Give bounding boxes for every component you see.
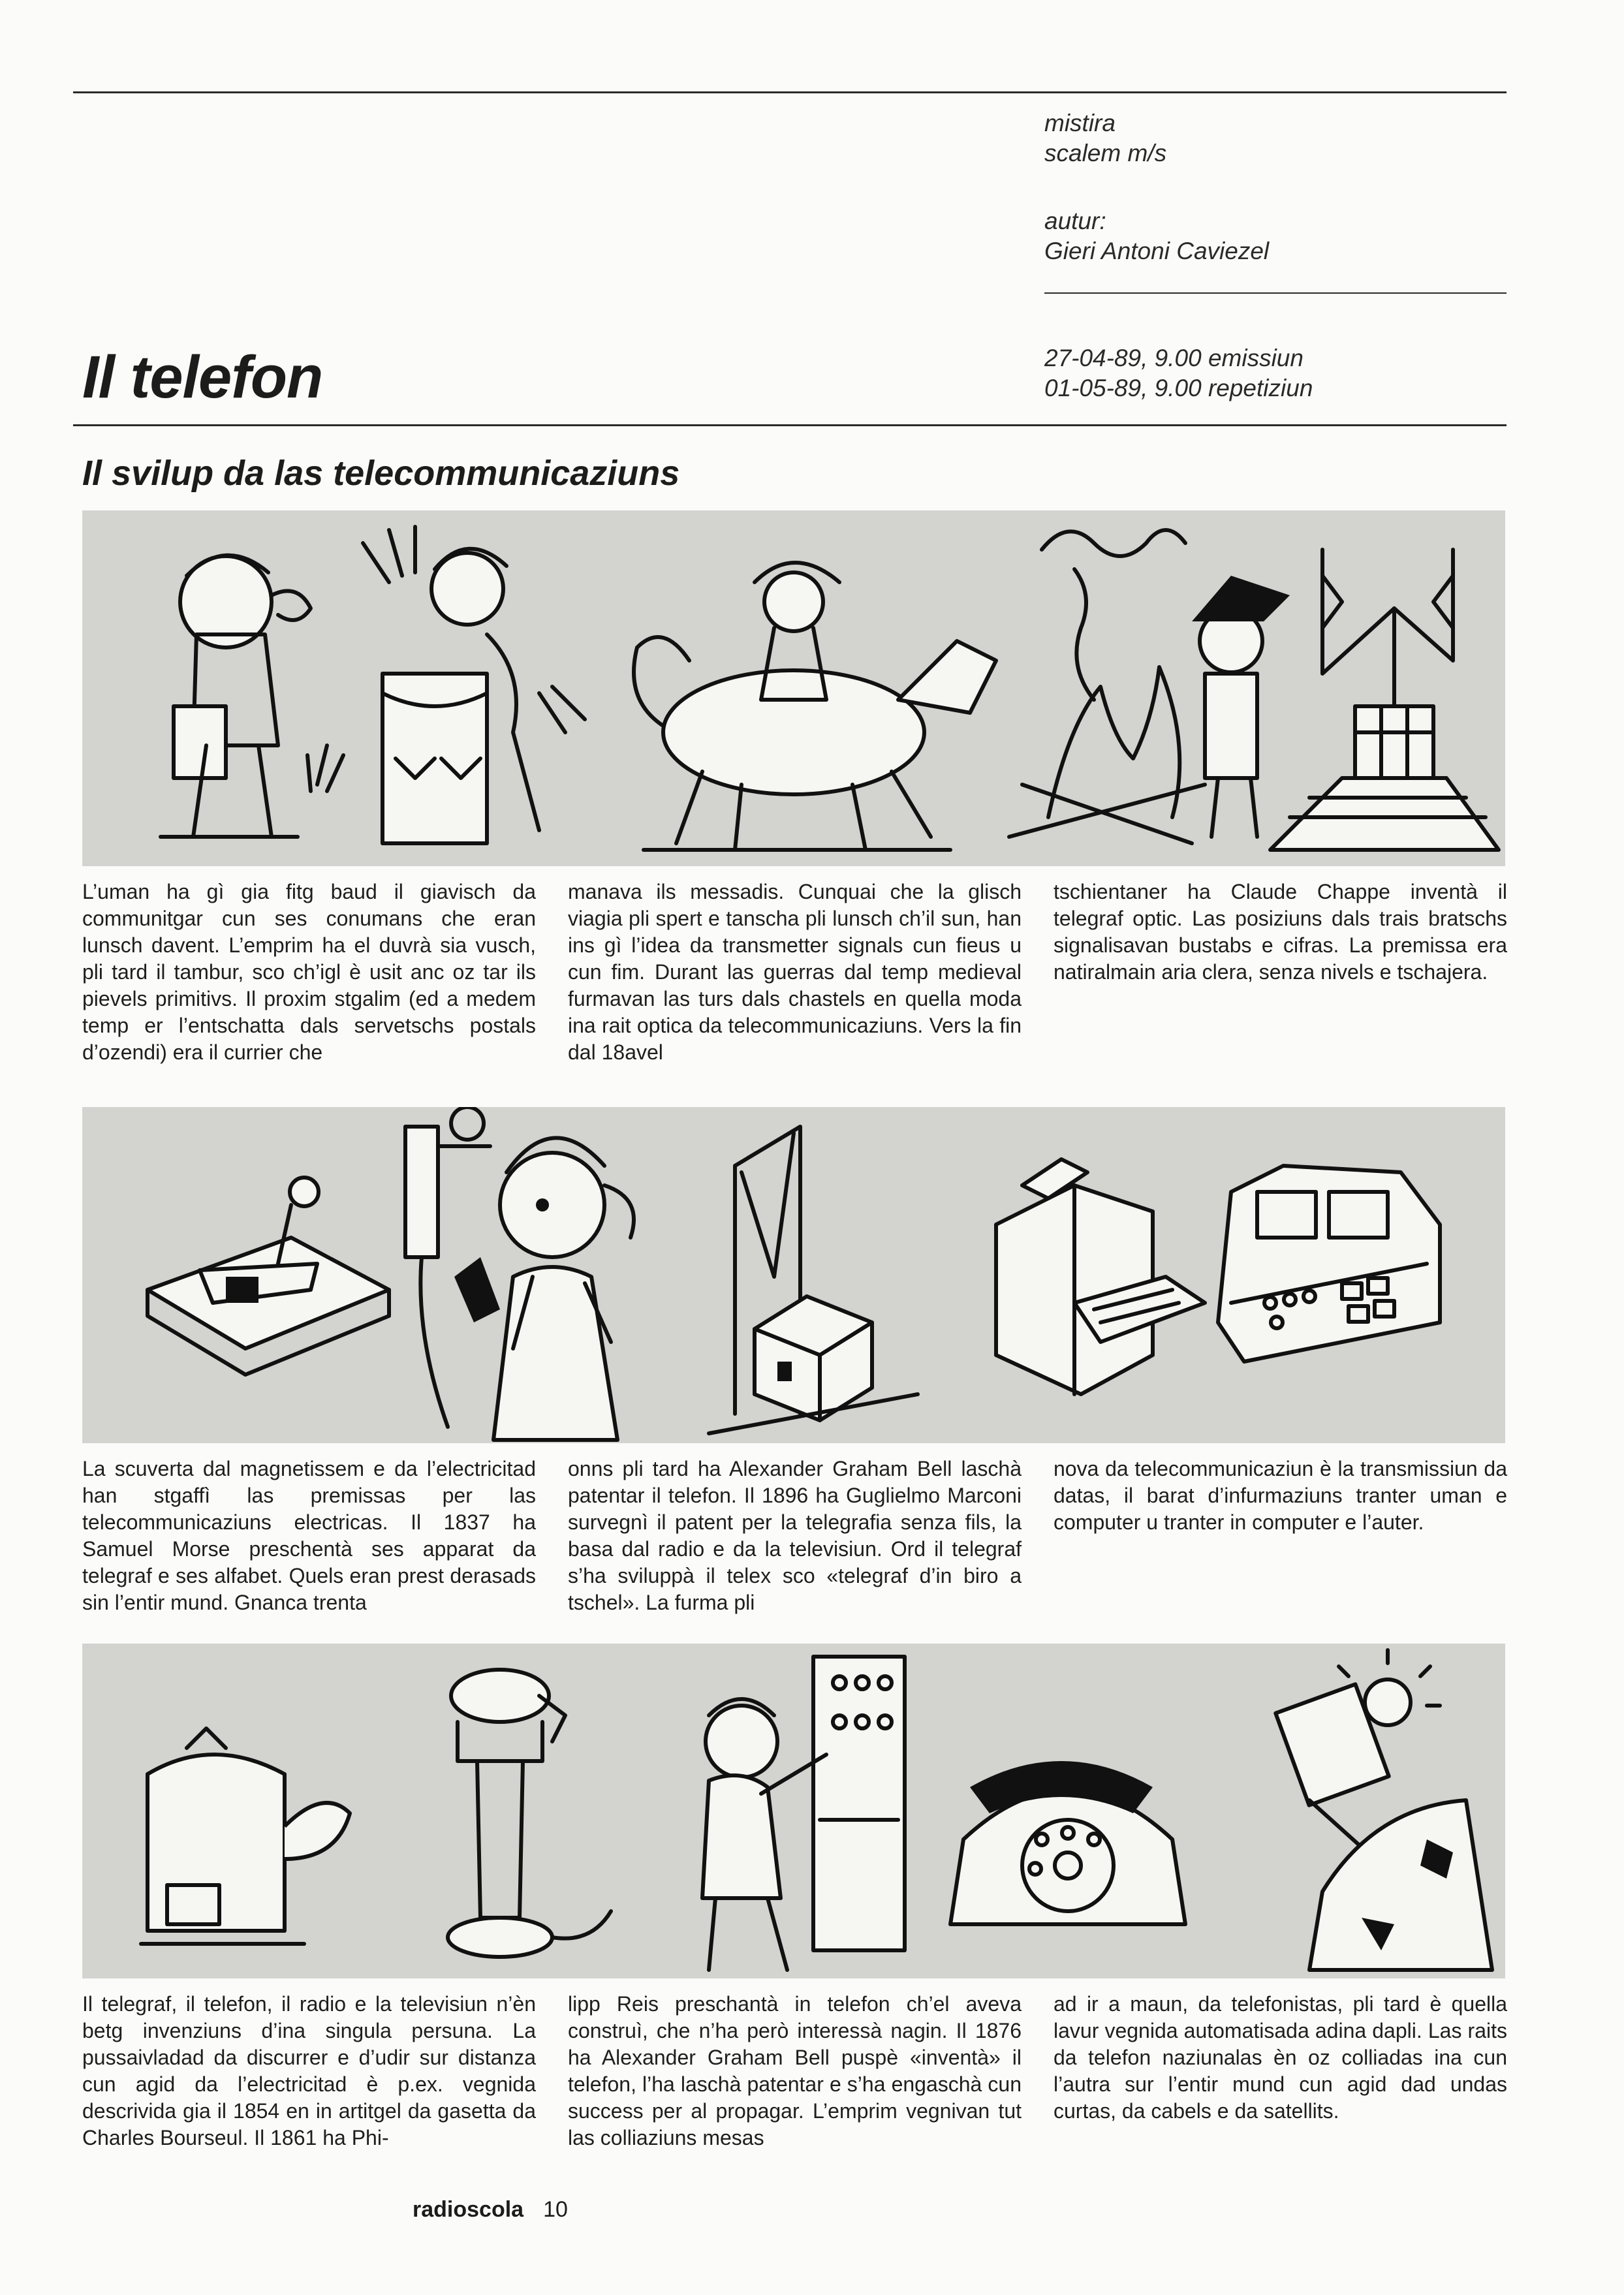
text-col-1-1: L’uman ha gì gia fitg baud il giavisch da communitgar cun ses conumans che eran lunsch davent. L’emprim ha el duvrà sia vusch, pli tard il tambur, sco ch’igl è usit anc oz tar ils pievels primitivs. Il proxim stgalim (ed a medem temp er l’entschatta dals servetschs postals d’ozendi) era il currier che bbox=[82, 880, 536, 1064]
page-footer bbox=[413, 2197, 568, 2223]
title-rule bbox=[73, 424, 1507, 426]
meta-rule bbox=[1044, 292, 1507, 294]
header-meta bbox=[1044, 108, 1269, 266]
reis-telephone-box bbox=[141, 1728, 350, 1944]
horse-messenger bbox=[634, 563, 996, 850]
broadcast-date: 27-04-89, 9.00 emissiun bbox=[1044, 345, 1304, 371]
drummer-figure bbox=[363, 527, 585, 843]
text-col-1-2: manava ils messadis. Cunquai che la glisch viagia pli spert e tanscha pli lunsch ch’il sun, han ins gì l’idea da transmetter signals cun fieus u cun fim. Durant las guerras dal temp medieval furmavan las turs dals chastels en quella moda ina rait optica da telecommunicaziuns. Vers la fin dal 18avel bbox=[568, 880, 1022, 1064]
telex-machine bbox=[996, 1159, 1205, 1394]
illustration-panel-2 bbox=[82, 1107, 1505, 1443]
rotary-telephone bbox=[950, 1761, 1185, 1924]
smoke-signal-fire bbox=[1009, 530, 1290, 843]
text-col-2-2: onns pli tard ha Alexander Graham Bell laschà patentar il telefon. Il 1896 ha Guglielmo Marconi survegnì il patent per la telegrafia senza fils, la basa dal radio e da la televisiun. Ord il telegraf s’ha sviluppà il telex sco «telegraf d’in biro a tschel». La furma pli bbox=[568, 1457, 1022, 1614]
text-col-1-3: tschientaner ha Claude Chappe inventà il telegraf optic. Las posiziuns dals trais bratschs signalisavan bustabs e cifras. La premissa era natiralmain aria clera, senza nivels e tschajera. bbox=[1054, 880, 1507, 984]
switchboard-operator bbox=[702, 1657, 905, 1970]
morse-telegraph-key bbox=[148, 1178, 389, 1375]
wall-telephone-girl bbox=[405, 1107, 634, 1440]
candlestick-telephone bbox=[448, 1670, 611, 1957]
meta-category: mistira bbox=[1044, 110, 1116, 136]
illustration-panel-1 bbox=[82, 510, 1505, 866]
man-calling-figure bbox=[161, 555, 343, 837]
page-number: 10 bbox=[543, 2197, 568, 2222]
repeat-date: 01-05-89, 9.00 repetiziun bbox=[1044, 375, 1313, 401]
top-rule bbox=[73, 91, 1507, 93]
satellite-earth bbox=[1275, 1650, 1492, 1970]
meta-level: scalem m/s bbox=[1044, 140, 1167, 166]
optical-telegraph-tower bbox=[1270, 550, 1499, 850]
meta-author: Gieri Antoni Caviezel bbox=[1044, 238, 1270, 264]
page-subtitle: Il svilup da las telecommunicaziuns bbox=[82, 454, 680, 493]
publication-name: radioscola bbox=[413, 2197, 524, 2222]
text-col-3-2: lipp Reis preschantà in telefon ch’el aveva construì, che n’ha però interessà nagin. Il 1876 ha Alexander Graham Bell puspè «inventà» il telefon, l’ha laschà patentar e s’ha engaschà cun success per al propagar. L’emprim vegnivan tut las colliaziuns mesas bbox=[568, 1992, 1022, 2149]
text-col-3-1: Il telegraf, il telefon, il radio e la televisiun n’èn betg invenziuns d’ina singula persuna. La pussaivladad da discurrer e d’udir sur distanza cun agid da l’electricitad è p.ex. vegnida descrivida gia il 1854 en in artitgel da gasetta da Charles Bourseul. Il 1861 ha Phi- bbox=[82, 1992, 536, 2149]
illustration-panel-3 bbox=[82, 1644, 1505, 1978]
broadcast-dates bbox=[1044, 343, 1313, 403]
radio-antenna-house bbox=[709, 1127, 918, 1433]
page-title: Il telefon bbox=[82, 344, 323, 411]
meta-author-label: autur: bbox=[1044, 208, 1106, 234]
text-col-2-1: La scuverta dal magnetissem e da l’electricitad han stgaffì las premissas per las telecommunicaziuns electricas. Il 1837 ha Samuel Morse preschentà ses apparat da telegraf e ses alfabet. Quels eran prest derasads sin l’entir mund. Gnanca trenta bbox=[82, 1457, 536, 1614]
text-col-2-3: nova da telecommunicaziun è la transmissiun da datas, il barat d’infurmaziuns tranter uman e computer u tranter in computer e l’auter. bbox=[1054, 1457, 1507, 1534]
computer-terminal bbox=[1218, 1166, 1440, 1362]
text-col-3-3: ad ir a maun, da telefonistas, pli tard è quella lavur vegnida automatisada adina dapli. Las raits da telefon naziunalas èn oz colliadas ina cun l’autra sur l’entir mund cun agid dad undas curtas, da cabels e da satellits. bbox=[1054, 1992, 1507, 2123]
